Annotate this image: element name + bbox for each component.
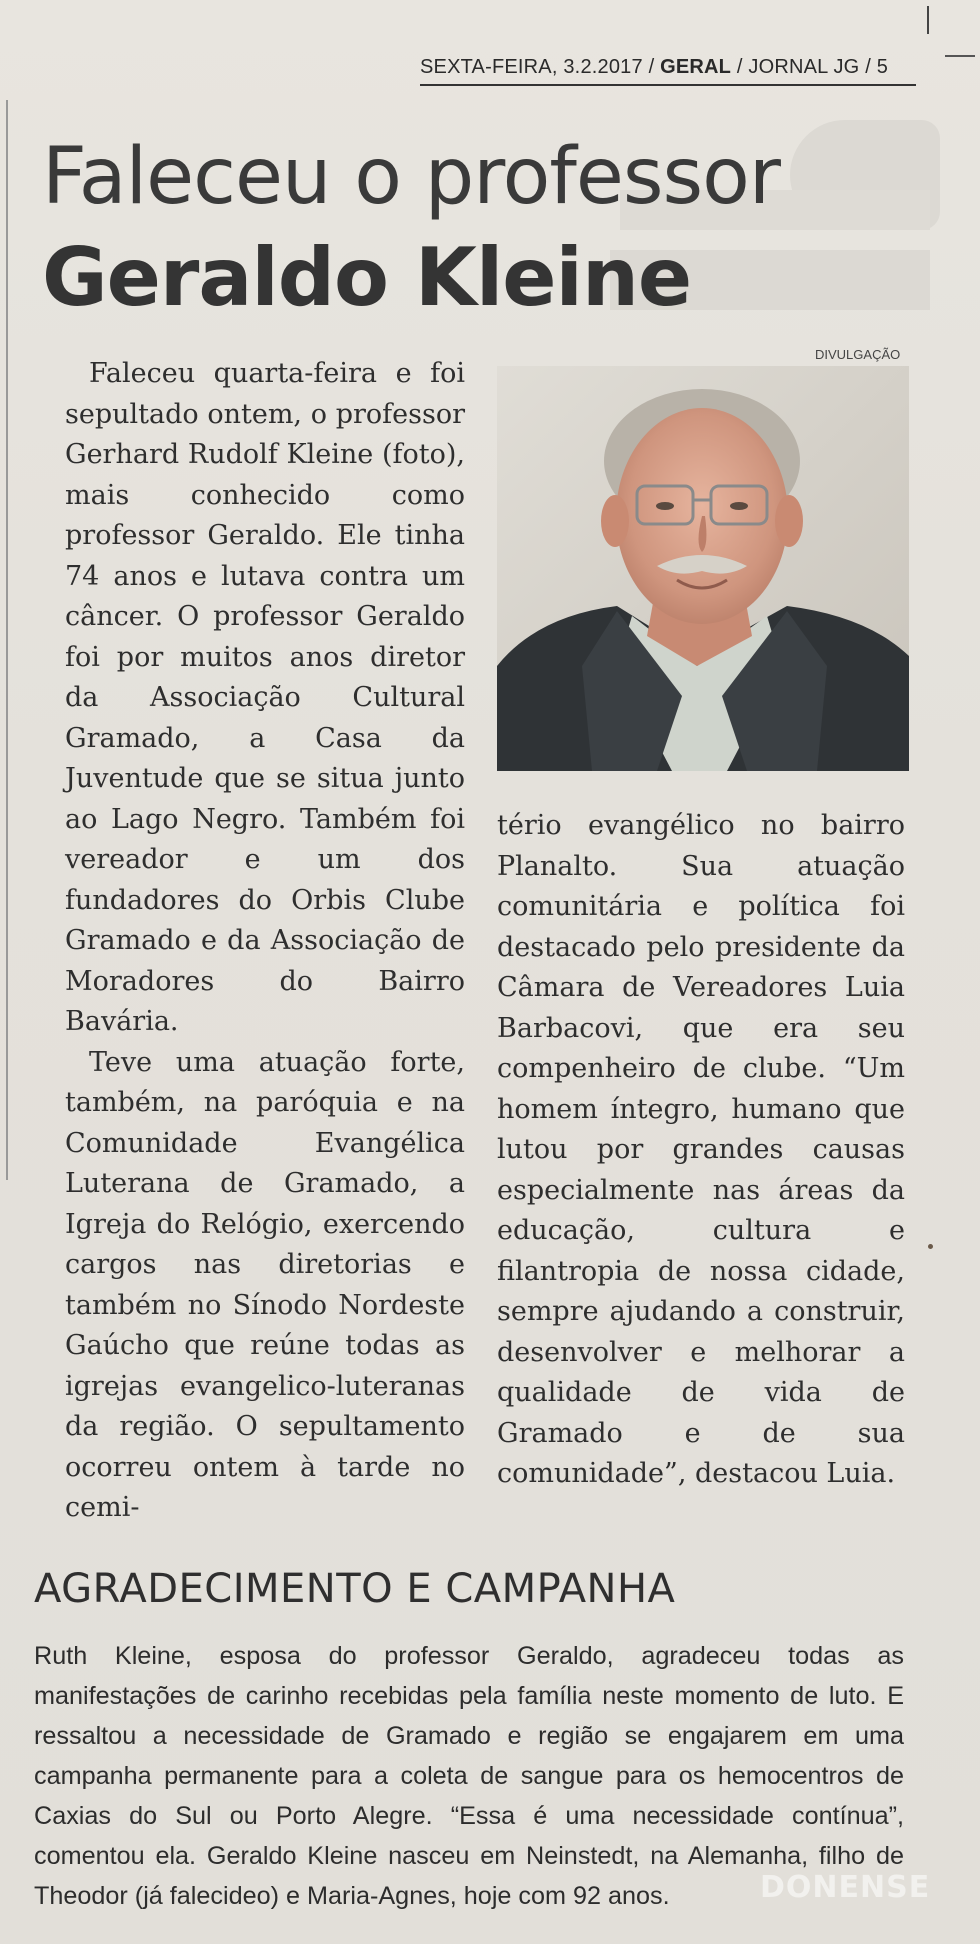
article-paragraph: Teve uma atuação forte, também, na paróquia e na Comunidade Evangélica Luterana de Gramado, a Igreja do Relógio, exercendo cargos nas diretorias e também no Sínodo Nordeste Gaúcho que reúne todas as igrejas evangelico-luteranas da região. O sepultamento ocorreu ontem à tarde no cemi- [65, 1046, 465, 1523]
watermark: DONENSE [760, 1870, 931, 1905]
headline-line-1: Faleceu o professor [42, 132, 780, 222]
article-paragraph: Faleceu quarta-feira e foi sepultado ontem, o professor Gerhard Rudolf Kleine (foto), mais conhecido como professor Geraldo. Ele tinha 74 anos e lutava contra um câncer. O professor Geraldo foi por muitos anos diretor da Associação Cultural Gramado, a Casa da Juventude que se situa junto ao Lago Negro. Também foi vereador e um dos fundadores do Orbis Clube Gramado e da Associação de Moradores do Bairro Bavária. [65, 358, 465, 1037]
headline-line-2: Geraldo Kleine [42, 231, 692, 324]
sidebar-body: Ruth Kleine, esposa do professor Geraldo, agradeceu todas as manifestações de carinho recebidas pela família neste momento de luto. E ressaltou a necessidade de Gramado e região se engajarem em uma campanha permanente para a coleta de sangue para os hemocentros de Caxias do Sul ou Porto Alegre. “Essa é uma necessidade contínua”, comentou ela. Geraldo Kleine nasceu em Neinstedt, na Alemanha, filho de Theodor (já falecideo) e Maria-Agnes, hoje com 92 anos. [34, 1642, 904, 1910]
page-header [420, 56, 915, 79]
header-date: SEXTA-FEIRA, 3.2.2017 / [420, 56, 661, 78]
article-column-1 [65, 354, 465, 1529]
column-rule [6, 100, 8, 1180]
photo-credit: DIVULGAÇÃO [815, 347, 901, 362]
dash-mark [945, 55, 975, 57]
article-column-2 [497, 806, 905, 1495]
header-section: GERAL [660, 56, 732, 78]
portrait-photo [497, 366, 909, 771]
sidebar-title: AGRADECIMENTO E CAMPANHA [34, 1566, 676, 1612]
header-rule [420, 84, 916, 86]
article-paragraph: tério evangélico no bairro Planalto. Sua atuação comunitária e política foi destacado pelo presidente da Câmara de Vereadores Luia Barbacovi, que era seu compenheiro de clube. “Um homem íntegro, humano que lutou por grandes causas especialmente nas áreas da educação, cultura e filantropia de nossa cidade, sempre ajudando a construir, desenvolver e melhorar a qualidade de vida de Gramado e de sua comunidade”, destacou Luia. [497, 810, 905, 1489]
portrait-illustration [497, 366, 909, 771]
ink-speck [928, 1244, 933, 1249]
crop-mark [927, 6, 929, 34]
header-paper: / JORNAL JG / 5 [731, 56, 889, 78]
